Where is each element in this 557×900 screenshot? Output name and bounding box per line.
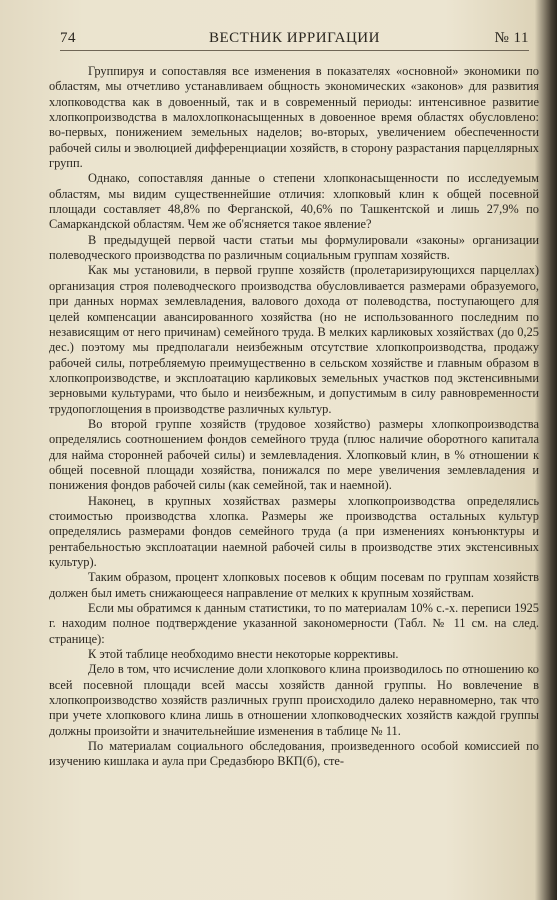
- paragraph: Во второй группе хозяйств (трудовое хозяйство) размеры хлопкопроизводства определялись соотношением фондов семейного труда (плюс наличие оборотного капитала для найма сторонней рабочей силы) и землевладения. Хлопковый клин, в % отношении к общей посевной площади хозяйства, понижался по мере увеличения землевладения и понижения фондов рабочей силы (как семейной, так и наемной).: [49, 416, 539, 493]
- paragraph: Дело в том, что исчисление доли хлопкового клина производилось по отношению ко всей посевной площади всей массы хозяйств данной группы. Но вовлечение в хлопкопроизводство хозяйств различных групп происходило далеко неравномерно, так что при учете хлопкового клина лишь в отношении хлопководческих хозяйств каждой группы должны произойти и значительнейшие изменения в таблице № 11.: [49, 662, 539, 738]
- paragraph: Однако, сопоставляя данные о степени хлопконасыщенности по исследуемым областям, мы видим существеннейшие отличия: хлопковый клин к общей посевной площади составляет 48,8% по Ферганской, 40,6% по Ташкентской и лишь 27,9% по Самаркандской областям. Чем же об'ясняется такое явление?: [49, 171, 539, 232]
- page-number: 74: [60, 30, 76, 46]
- paragraph: Если мы обратимся к данным статистики, то по материалам 10% с.-х. переписи 1925 г. находим полное подтверждение указанной закономерности (Табл. № 11 см. на след. странице):: [49, 601, 539, 646]
- journal-title: ВЕСТНИК ИРРИГАЦИИ: [209, 30, 380, 46]
- running-header: [60, 28, 529, 51]
- paragraph: Таким образом, процент хлопковых посевов к общим посевам по группам хозяйств должен был иметь снижающееся направление от мелких к крупным хозяйствам.: [49, 570, 539, 600]
- paragraph: Группируя и сопоставляя все изменения в показателях «основной» экономики по областям, мы отчетливо устанавливаем общность экономических «законов» для развития хлопководства как в довоенный, так и в современный периоды: интенсивное развитие хлопкопроизводства в малохлопконасыщенных в довоенное время областях обусловлено: во-первых, понижением земельных наделов; во-вторых, увеличением обеспеченности рабочей силы и эволюцией дифференциации хозяйств, в сторону разрастания парцеллярных групп.: [49, 64, 539, 171]
- article-body: [49, 64, 539, 770]
- paragraph: По материалам социального обследования, произведенного особой комиссией по изучению кишлака и аула при Средазбюро ВКП(б), сте-: [49, 739, 539, 769]
- paragraph: В предыдущей первой части статьи мы формулировали «законы» организации полеводческого производства по различным социальным группам хозяйств.: [49, 232, 539, 263]
- paragraph: Как мы установили, в первой группе хозяйств (пролетаризирующихся парцеллах) организация строя полеводческого производства обусловливается размерами образуемого, при данных нормах землевладения, валового дохода от полеводства, поступающего для целей компенсации авансированного хозяйства (но не использованного последним по независящим от него причинам) семейного труда. В мелких карликовых хозяйствах (до 0,25 дес.) поэтому мы предполагали неизбежным отсутствие хлопкопроизводства, продажу рабочей силы, потребляемую преимущественно в сельском хозяйстве и главным образом в хлопкопроизводстве, и эксплоатацию карликовых земельных участков под экстенсивными зерновыми культурами, что было и неизбежным, и допустимым в силу равновременности трудопоглощения в производстве различных культур.: [49, 263, 539, 416]
- issue-number: № 11: [494, 30, 529, 46]
- paragraph: Наконец, в крупных хозяйствах размеры хлопкопроизводства определялись стоимостью производства хлопка. Размеры же производства остальных культур определялись размерами фондов семейного труда (а при изменениях конъюнктуры и рентабельностью эксплоатации наемной рабочей силы в производстве этих экстенсивных культур).: [49, 493, 539, 569]
- paragraph: К этой таблице необходимо внести некоторые коррективы.: [88, 647, 399, 662]
